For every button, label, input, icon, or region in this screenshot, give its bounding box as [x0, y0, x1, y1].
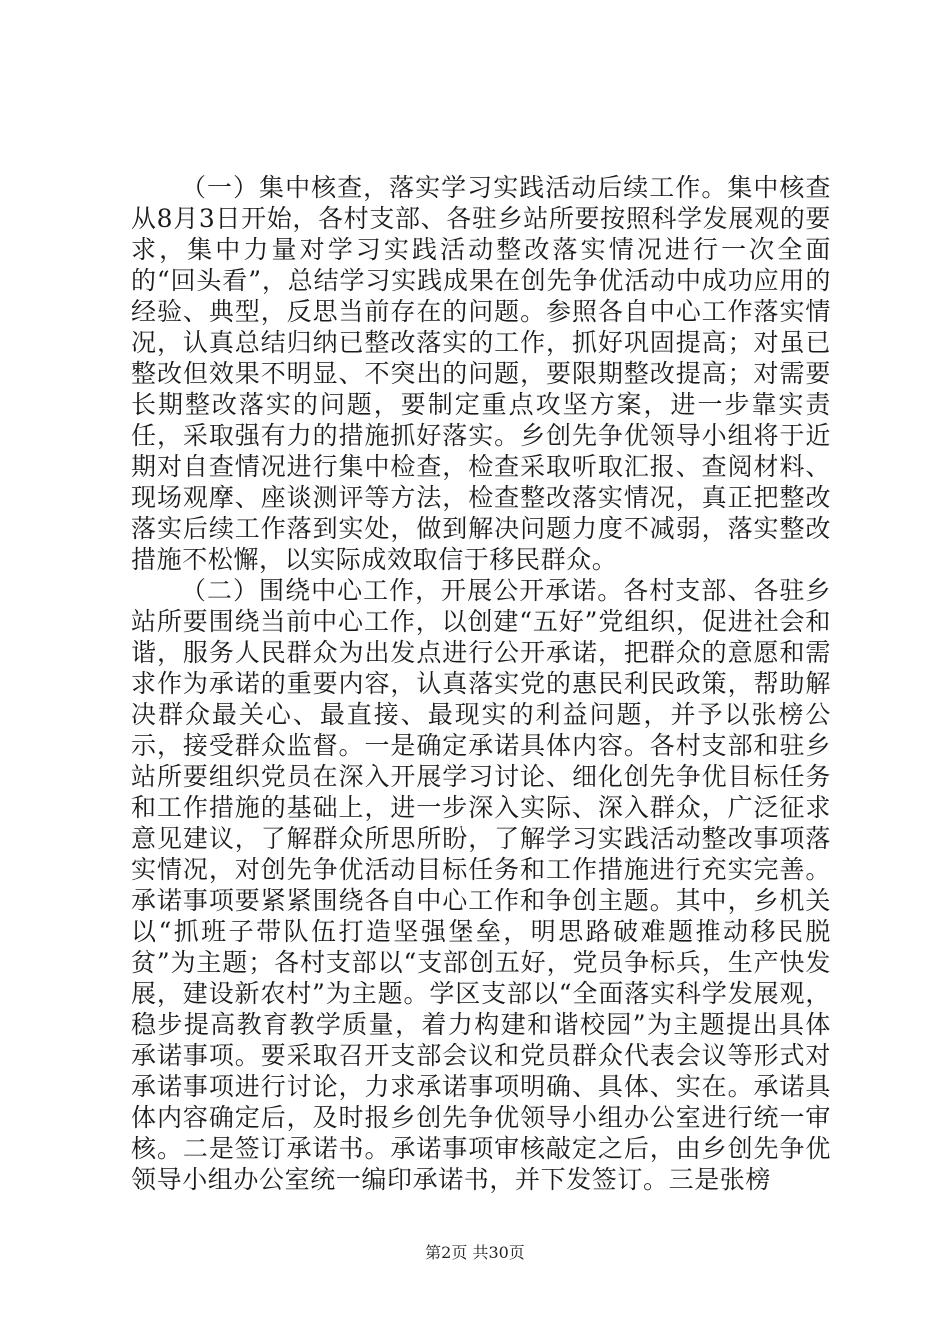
page-footer: [0, 1240, 950, 1263]
paragraph-2: （二）围绕中心工作，开展公开承诺。各村支部、各驻乡站所要围绕当前中心工作，以创建“五好”党组织，促进社会和谐，服务人民群众为出发点进行公开承诺，把群众的意愿和需求作为承诺的重要内容，认真落实党的惠民利民政策，帮助解决群众最关心、最直接、最现实的利益问题，并予以张榜公示，接受群众监督。一是确定承诺具体内容。各村支部和驻乡站所要组织党员在深入开展学习讨论、细化创先争优目标任务和工作措施的基础上，进一步深入实际、深入群众，广泛征求意见建议，了解群众所思所盼，了解学习实践活动整改事项落实情况，对创先争优活动目标任务和工作措施进行充实完善。承诺事项要紧紧围绕各自中心工作和争创主题。其中，乡机关以“抓班子带队伍打造坚强堡垒，明思路破难题推动移民脱贫”为主题；各村支部以“支部创五好，党员争标兵，生产快发展，建设新农村”为主题。学区支部以“全面落实科学发展观，稳步提高教育教学质量，着力构建和谐校园”为主题提出具体承诺事项。要采取召开支部会议和党员群众代表会议等形式对承诺事项进行讨论，力求承诺事项明确、具体、实在。承诺具体内容确定后，及时报乡创先争优领导小组办公室进行统一审核。二是签订承诺书。承诺事项审核敲定之后，由乡创先争优领导小组办公室统一编印承诺书，并下发签订。三是张榜: [131, 576, 831, 1194]
paragraph-1: （一）集中核查，落实学习实践活动后续工作。集中核查从8月3日开始，各村支部、各驻乡站所要按照科学发展观的要求，集中力量对学习实践活动整改落实情况进行一次全面的“回头看”，总结学习实践成果在创先争优活动中成功应用的经验、典型，反思当前存在的问题。参照各自中心工作落实情况，认真总结归纳已整改落实的工作，抓好巩固提高；对虽已整改但效果不明显、不突出的问题，要限期整改提高；对需要长期整改落实的问题，要制定重点攻坚方案，进一步靠实责任，采取强有力的措施抓好落实。乡创先争优领导小组将于近期对自查情况进行集中检查，检查采取听取汇报、查阅材料、现场观摩、座谈测评等方法，检查整改落实情况，真正把整改落实后续工作落到实处，做到解决问题力度不减弱，落实整改措施不松懈，以实际成效取信于移民群众。: [131, 173, 831, 574]
page-number-label: 第2页 共30页: [425, 1243, 525, 1262]
document-body: [131, 172, 831, 1195]
